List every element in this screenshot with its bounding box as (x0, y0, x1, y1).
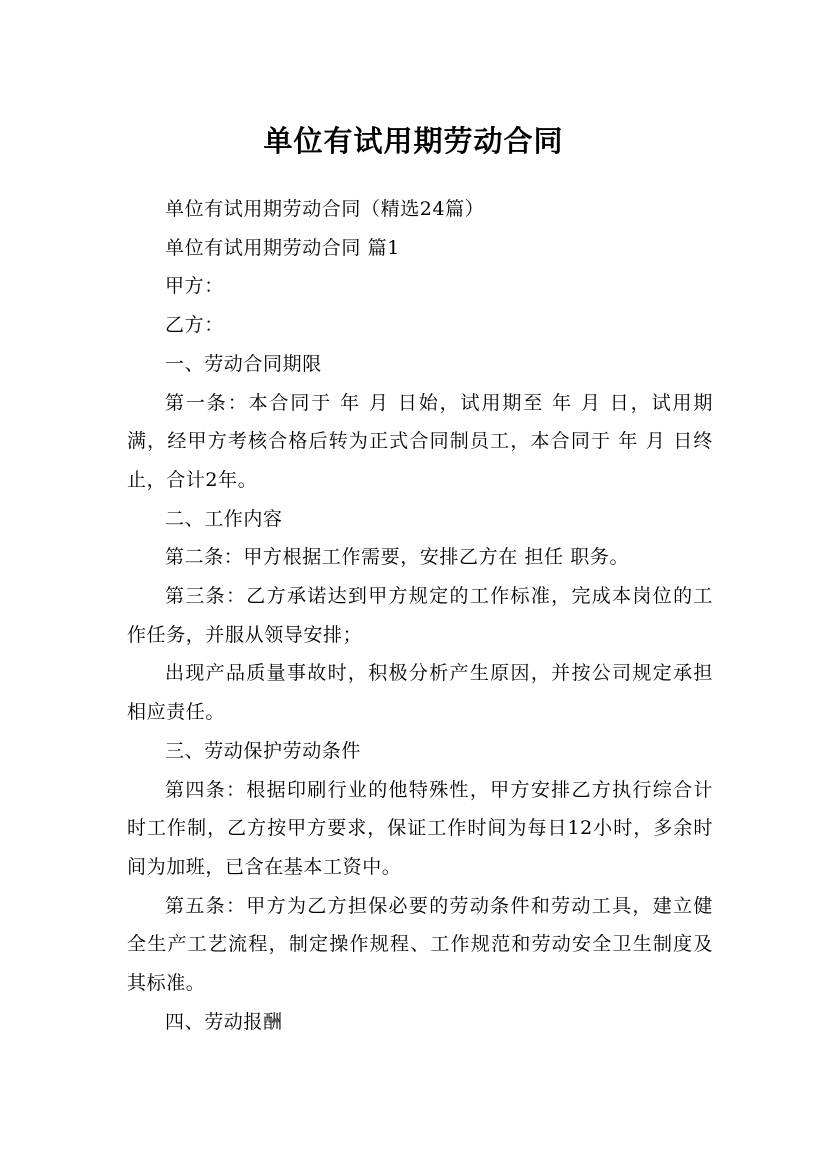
section-heading-labor-protection: 三、劳动保护劳动条件 (165, 739, 362, 762)
paragraph-clause-3: 第三条：乙方承诺达到甲方规定的工作标准，完成本岗位的工作任务，并服从领导安排； (127, 585, 713, 646)
document-title: 单位有试用期劳动合同 (263, 124, 564, 159)
paragraph-clause-4: 第四条：根据印刷行业的他特殊性，甲方安排乙方执行综合计时工作制，乙方按甲方要求，保证工作时间为每日12小时，多余时间为加班，已含在基本工资中。 (127, 778, 713, 878)
document-body (127, 190, 713, 1041)
paragraph-article-heading: 单位有试用期劳动合同 篇1 (165, 236, 400, 259)
paragraph-party-b: 乙方： (165, 314, 224, 337)
paragraph-party-a: 甲方： (165, 275, 224, 298)
section-heading-job-content: 二、工作内容 (165, 507, 283, 530)
section-heading-remuneration: 四、劳动报酬 (165, 1010, 283, 1033)
section-heading-contract-term: 一、劳动合同期限 (165, 352, 322, 375)
paragraph-subtitle: 单位有试用期劳动合同（精选24篇） (165, 198, 485, 220)
paragraph-clause-1: 第一条：本合同于 年 月 日始，试用期至 年 月 日，试用期满，经甲方考核合格后转为正式合同制员工，本合同于 年 月 日终止，合计2年。 (127, 391, 713, 491)
paragraph-quality-responsibility: 出现产品质量事故时，积极分析产生原因，并按公司规定承担相应责任。 (127, 662, 713, 724)
paragraph-clause-5: 第五条：甲方为乙方担保必要的劳动条件和劳动工具，建立健全生产工艺流程，制定操作规程、工作规范和劳动安全卫生制度及其标准。 (127, 894, 713, 995)
paragraph-clause-2: 第二条：甲方根据工作需要，安排乙方在 担任 职务。 (165, 546, 630, 569)
